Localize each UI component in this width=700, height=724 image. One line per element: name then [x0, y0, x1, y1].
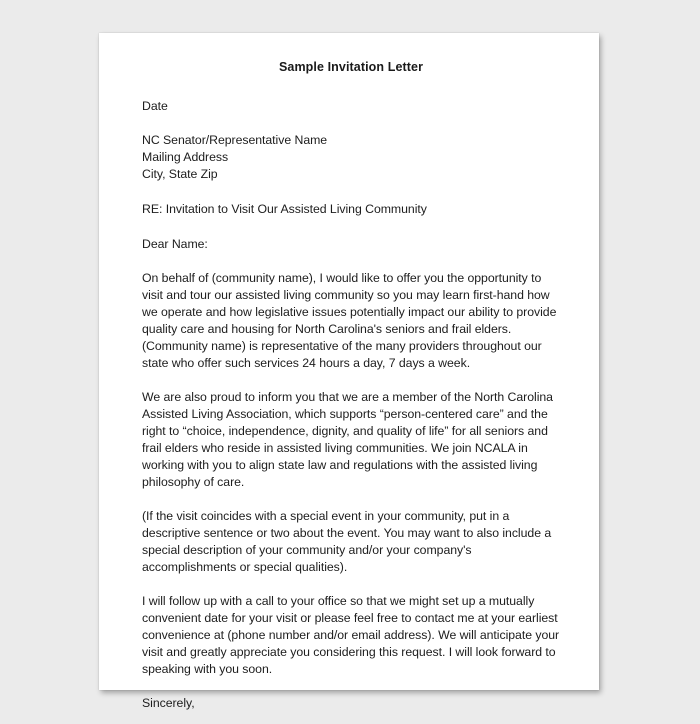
- document-page: [99, 33, 599, 710]
- closing-line: Sincerely,: [142, 696, 195, 710]
- body-paragraph: On behalf of (community name), I would like to offer you the opportunity to visit and tour our assisted living community so you may learn first-hand how we operate and how legislative issues potentially impact our ability to provide quality care and housing for North Carolina's seniors and frail elders. (Community name) is representative of the many providers throughout our state who offer such services 24 hours a day, 7 days a week.: [142, 271, 557, 370]
- date-line: Date: [142, 99, 168, 113]
- body-paragraph: We are also proud to inform you that we are a member of the North Carolina Assisted Living Association, which supports “person-centered care” and the right to “choice, independence, dignity, and quality of life” for all seniors and frail elders who reside in assisted living communities. We join NCALA in working with you to align state law and regulations with the assisted living philosophy of care.: [142, 390, 553, 489]
- recipient-address-line: City, State Zip: [142, 167, 218, 181]
- recipient-address-line: NC Senator/Representative Name: [142, 133, 328, 147]
- body-paragraph: (If the visit coincides with a special event in your community, put in a descriptive sentence or two about the event. You may want to also include a special description of your community and/or your company's accomplishments or special qualities).: [142, 509, 552, 574]
- subject-line: RE: Invitation to Visit Our Assisted Living Community: [142, 202, 427, 216]
- document-content-column: [142, 33, 560, 712]
- recipient-address-block: [142, 132, 560, 183]
- document-title: Sample Invitation Letter: [278, 60, 424, 74]
- body-paragraph: I will follow up with a call to your office so that we might set up a mutually convenient date for your visit or please feel free to contact me at your earliest convenience at (phone number and/or email address). We will anticipate your visit and greatly appreciate you considering this request. I will look forward to speaking with you soon.: [142, 594, 560, 676]
- recipient-address-line: Mailing Address: [142, 150, 229, 164]
- salutation: Dear Name:: [142, 237, 208, 251]
